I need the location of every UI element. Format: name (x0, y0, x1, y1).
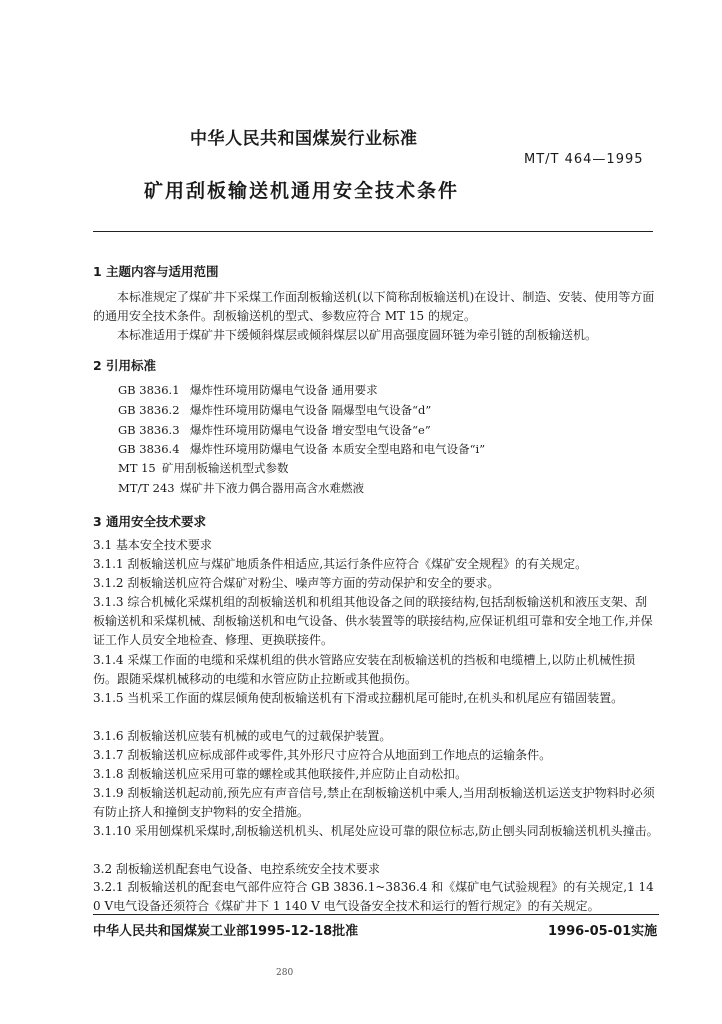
standard-code: MT/T 464—1995 (524, 152, 644, 167)
reference-title: 爆炸性环境用防爆电气设备 增安型电气设备“e” (190, 423, 431, 437)
subsection-3-2-heading: 3.2 刮板输送机配套电气设备、电控系统安全技术要求 (93, 862, 380, 876)
issuing-org: 中华人民共和国煤炭行业标准 (190, 129, 418, 149)
clause-3-1-8: 3.1.8 刮板输送机应采用可靠的螺栓或其他联接件,并应防止自动松扣。 (93, 767, 468, 781)
reference-item (118, 441, 485, 457)
section-2-heading: 2 引用标准 (93, 358, 157, 373)
page-number: 280 (276, 968, 294, 978)
reference-item (118, 422, 431, 438)
reference-code: MT 15 (118, 461, 156, 475)
reference-title: 矿用刮板输送机型式参数 (162, 461, 289, 475)
footer-divider (93, 914, 659, 915)
reference-code: GB 3836.3 (118, 423, 180, 437)
reference-item (118, 480, 364, 496)
reference-title: 煤矿井下液力偶合器用高含水难燃液 (180, 481, 364, 495)
reference-title: 爆炸性环境用防爆电气设备 本质安全型电路和电气设备“i” (190, 442, 486, 456)
clause-3-1-7: 3.1.7 刮板输送机应标成部件或零件,其外形尺寸应符合从地面到工作地点的运输条件。 (93, 748, 552, 762)
clause-3-2-1: 3.2.1 刮板输送机的配套电气部件应符合 GB 3836.1~3836.4 和《煤矿电气试验规程》的有关规定,1 140 V电气设备还须符合《煤矿井下 1 140 V 电气设备安全技术和运行的暂行规定》的有关规定。 (93, 880, 654, 913)
clause-3-1-2: 3.1.2 刮板输送机应符合煤矿对粉尘、噪声等方面的劳动保护和安全的要求。 (93, 576, 500, 590)
document-title: 矿用刮板输送机通用安全技术条件 (144, 180, 460, 202)
clause-3-1-5: 3.1.5 当机采工作面的煤层倾角使刮板输送机有下滑或拉翻机尾可能时,在机头和机尾应有锚固装置。 (93, 691, 624, 705)
section-1-paragraph-1: 本标准规定了煤矿井下采煤工作面刮板输送机(以下简称刮板输送机)在设计、制造、安装、使用等方面的通用安全技术条件。刮板输送机的型式、参数应符合 MT 15 的规定。 (93, 290, 655, 323)
header-divider (93, 231, 653, 232)
reference-code: GB 3836.1 (118, 383, 180, 397)
implementation-date: 1996-05-01实施 (548, 924, 658, 939)
section-1-paragraph-2: 本标准适用于煤矿井下缓倾斜煤层或倾斜煤层以矿用高强度圆环链为牵引链的刮板输送机。 (117, 328, 598, 342)
approval-date: 中华人民共和国煤炭工业部1995-12-18批准 (93, 924, 359, 939)
reference-code: MT/T 243 (118, 481, 175, 495)
section-1-heading: 1 主题内容与适用范围 (93, 264, 219, 279)
reference-title: 爆炸性环境用防爆电气设备 隔爆型电气设备“d” (190, 403, 432, 417)
reference-title: 爆炸性环境用防爆电气设备 通用要求 (190, 383, 378, 397)
reference-item (118, 382, 378, 398)
reference-code: GB 3836.2 (118, 403, 180, 417)
subsection-3-1-heading: 3.1 基本安全技术要求 (93, 538, 212, 552)
section-3-heading: 3 通用安全技术要求 (93, 514, 207, 529)
clause-3-1-6: 3.1.6 刮板输送机应装有机械的或电气的过载保护装置。 (93, 729, 392, 743)
clause-3-1-1: 3.1.1 刮板输送机应与煤矿地质条件相适应,其运行条件应符合《煤矿安全规程》的有关规定。 (93, 557, 588, 571)
clause-3-1-3: 3.1.3 综合机械化采煤机组的刮板输送机和机组其他设备之间的联接结构,包括刮板输送机和液压支架、刮板输送机和采煤机械、刮板输送机和电气设备、供水装置等的联接结构,应保证机组可靠和安全地工作,并保证工作人员安全地检查、修理、更换联接件。 (93, 595, 653, 647)
clause-3-1-10: 3.1.10 采用刨煤机采煤时,刮板输送机机头、机尾处应设可靠的限位标志,防止刨头同刮板输送机机头撞击。 (93, 824, 659, 838)
clause-3-1-4: 3.1.4 采煤工作面的电缆和采煤机组的供水管路应安装在刮板输送机的挡板和电缆槽上,以防止机械性损伤。跟随采煤机械移动的电缆和水管应防止拉断或其他损伤。 (93, 653, 636, 686)
reference-item (118, 402, 431, 418)
reference-code: GB 3836.4 (118, 442, 180, 456)
reference-item (118, 460, 289, 476)
clause-3-1-9: 3.1.9 刮板输送机起动前,预先应有声音信号,禁止在刮板输送机中乘人,当用刮板输送机运送支护物料时必须有防止挤人和撞倒支护物料的安全措施。 (93, 786, 655, 819)
